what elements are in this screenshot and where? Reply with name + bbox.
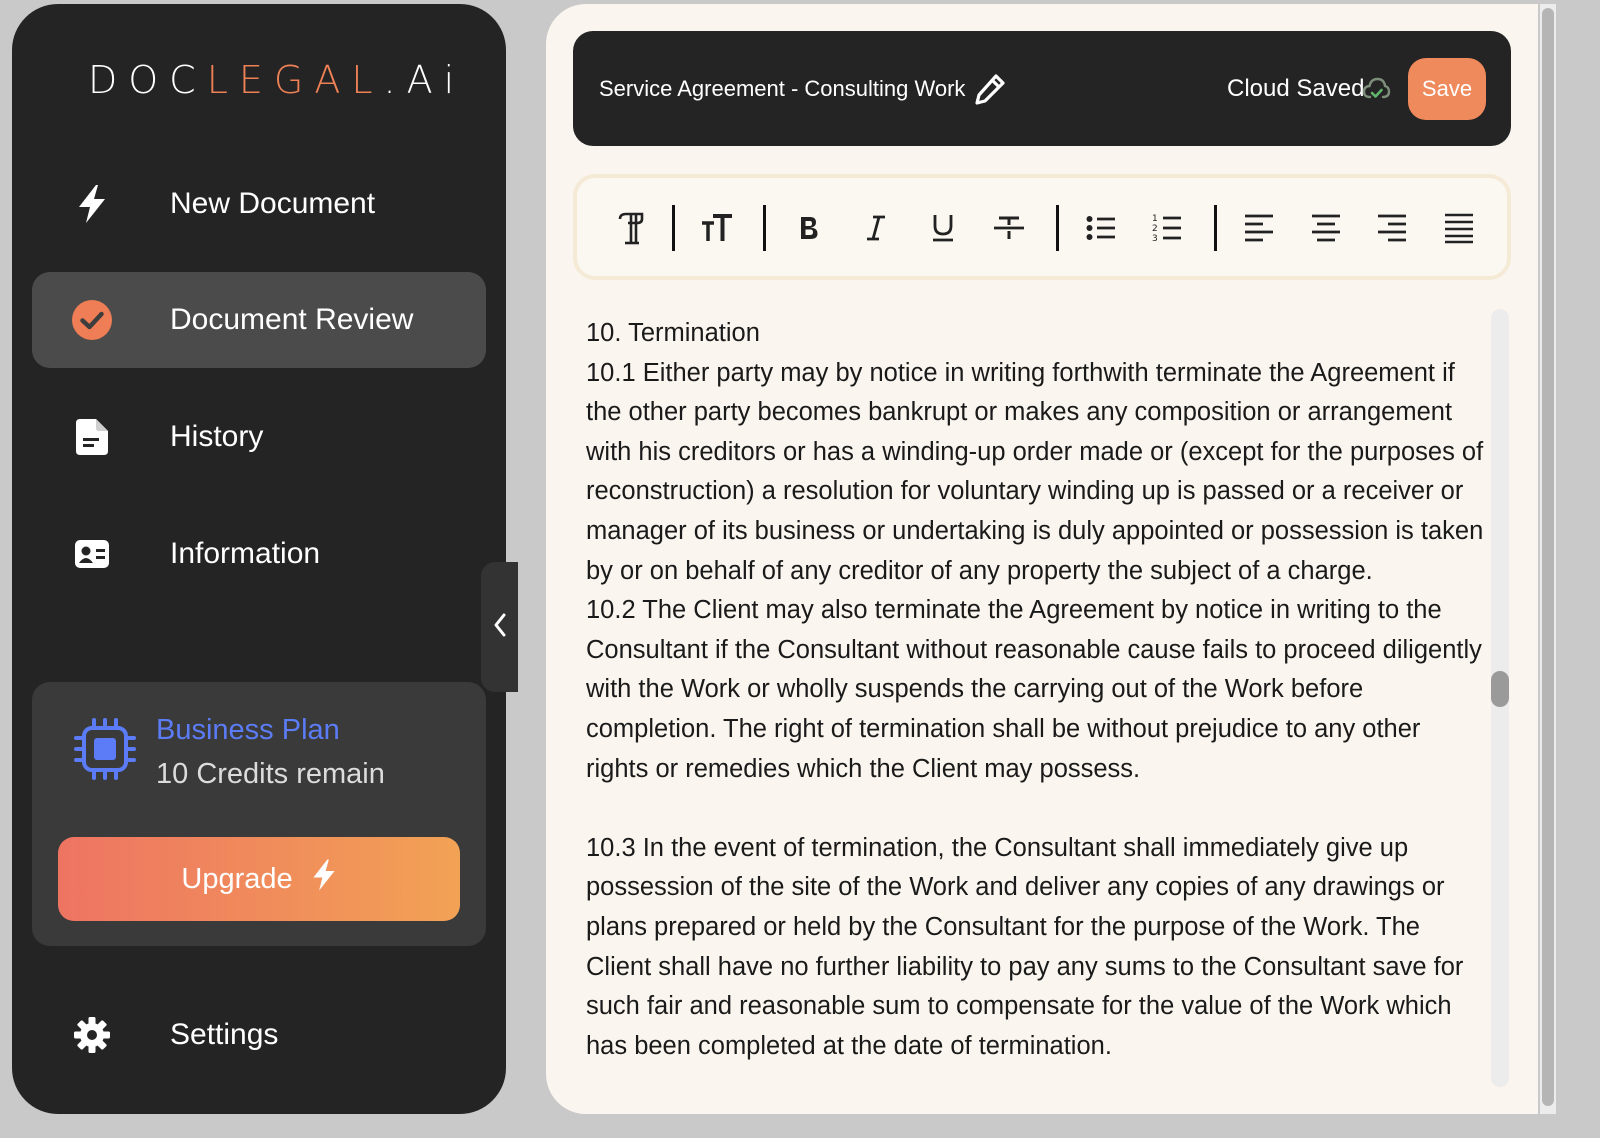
cloud-check-icon: [1362, 76, 1390, 107]
formatting-toolbar: [573, 174, 1511, 280]
save-status: Cloud Saved: [1227, 74, 1365, 102]
underline-icon[interactable]: [919, 204, 967, 252]
text-size-icon[interactable]: [693, 204, 741, 252]
window-scrollbar[interactable]: [1540, 4, 1556, 1114]
credits-remaining: 10 Credits remain: [156, 758, 385, 790]
id-card-icon: [72, 534, 112, 574]
gear-icon: [72, 1015, 112, 1055]
logo-text-ai: .Ai: [383, 58, 466, 102]
lightning-icon: [72, 184, 112, 224]
section-heading: 10. Termination: [586, 319, 760, 347]
plan-card: [32, 682, 486, 946]
svg-text:3: 3: [1152, 234, 1158, 244]
editor-scrollbar-thumb[interactable]: [1491, 671, 1509, 707]
clause-10-1: 10.1 Either party may by notice in writing forthwith terminate the Agreement if the other party becomes bankrupt or makes any composition or arrangement with his creditors or has a winding-up order made or (except for the purposes of reconstruction) a resolution for voluntary winding up is passed or a receiver or manager of its business or undertaking is duly appointed or possession is taken by or on behalf of any creditor of any property the subject of a charge.: [586, 358, 1491, 585]
toolbar-separator: [1056, 205, 1059, 251]
nav-label: Document Review: [170, 303, 414, 336]
align-justify-icon[interactable]: [1435, 204, 1483, 252]
cpu-chip-icon: [74, 718, 136, 785]
brand-logo[interactable]: [88, 58, 465, 102]
main-panel: [546, 4, 1538, 1114]
svg-text:1: 1: [1152, 214, 1158, 224]
window-scrollbar-thumb[interactable]: [1542, 8, 1554, 1106]
nav-label: Information: [170, 537, 321, 570]
logo-text-legal: LEGAL: [206, 58, 384, 102]
toolbar-separator: [1214, 205, 1217, 251]
nav-item-settings[interactable]: [32, 987, 486, 1083]
nav-label: Settings: [170, 1018, 279, 1051]
numbered-list-icon[interactable]: [1143, 204, 1191, 252]
nav-item-new-document[interactable]: [32, 156, 486, 252]
nav-label: New Document: [170, 187, 376, 220]
document-icon: [72, 417, 112, 457]
nav-item-history[interactable]: [32, 389, 486, 485]
chevron-left-icon: [492, 612, 508, 643]
align-center-icon[interactable]: [1302, 204, 1350, 252]
sidebar: [12, 4, 506, 1114]
save-button[interactable]: Save: [1408, 58, 1486, 120]
check-circle-icon: [72, 300, 112, 340]
nav-label: History: [170, 420, 264, 453]
editor-scrollbar[interactable]: [1491, 309, 1509, 1087]
logo-text-doc: DOC: [88, 58, 207, 102]
bullet-list-icon[interactable]: [1077, 204, 1125, 252]
nav-item-information[interactable]: [32, 506, 486, 602]
strikethrough-icon[interactable]: [985, 204, 1033, 252]
document-editor[interactable]: [586, 314, 1491, 1088]
pencil-icon[interactable]: [973, 72, 1007, 111]
align-left-icon[interactable]: [1235, 204, 1283, 252]
blank-line: [586, 789, 1486, 829]
plan-name: Business Plan: [156, 714, 340, 746]
bold-icon[interactable]: [785, 204, 833, 252]
upgrade-label: Upgrade: [181, 862, 293, 895]
upgrade-button[interactable]: [58, 837, 460, 921]
clause-10-3: 10.3 In the event of termination, the Consultant shall immediately give up possession of the site of the Work and deliver any copies of any drawings or plans prepared or held by the Consultant for the purpose of the Work. The Client shall have no further liability to pay any sums to the Consultant save for such fair and reasonable sum to compensate for the value of the Work which has been completed at the date of termination.: [586, 833, 1471, 1060]
nav-item-document-review[interactable]: [32, 272, 486, 368]
clause-10-2: 10.2 The Client may also terminate the Agreement by notice in writing to the Consultant if the Consultant without reasonable cause fails to proceed diligently with the Work or wholly suspends the carrying out of the Work before completion. The right of termination shall be without prejudice to any other rights or remedies which the Client may possess.: [586, 596, 1489, 783]
toolbar-separator: [672, 205, 675, 251]
paragraph-icon[interactable]: [607, 204, 655, 252]
toolbar-separator: [763, 205, 766, 251]
svg-text:2: 2: [1152, 224, 1158, 234]
document-header: [573, 31, 1511, 146]
align-right-icon[interactable]: [1368, 204, 1416, 252]
sidebar-collapse-button[interactable]: [481, 562, 518, 692]
italic-icon[interactable]: [852, 204, 900, 252]
document-title: Service Agreement - Consulting Work: [599, 75, 966, 101]
lightning-icon: [311, 858, 337, 900]
